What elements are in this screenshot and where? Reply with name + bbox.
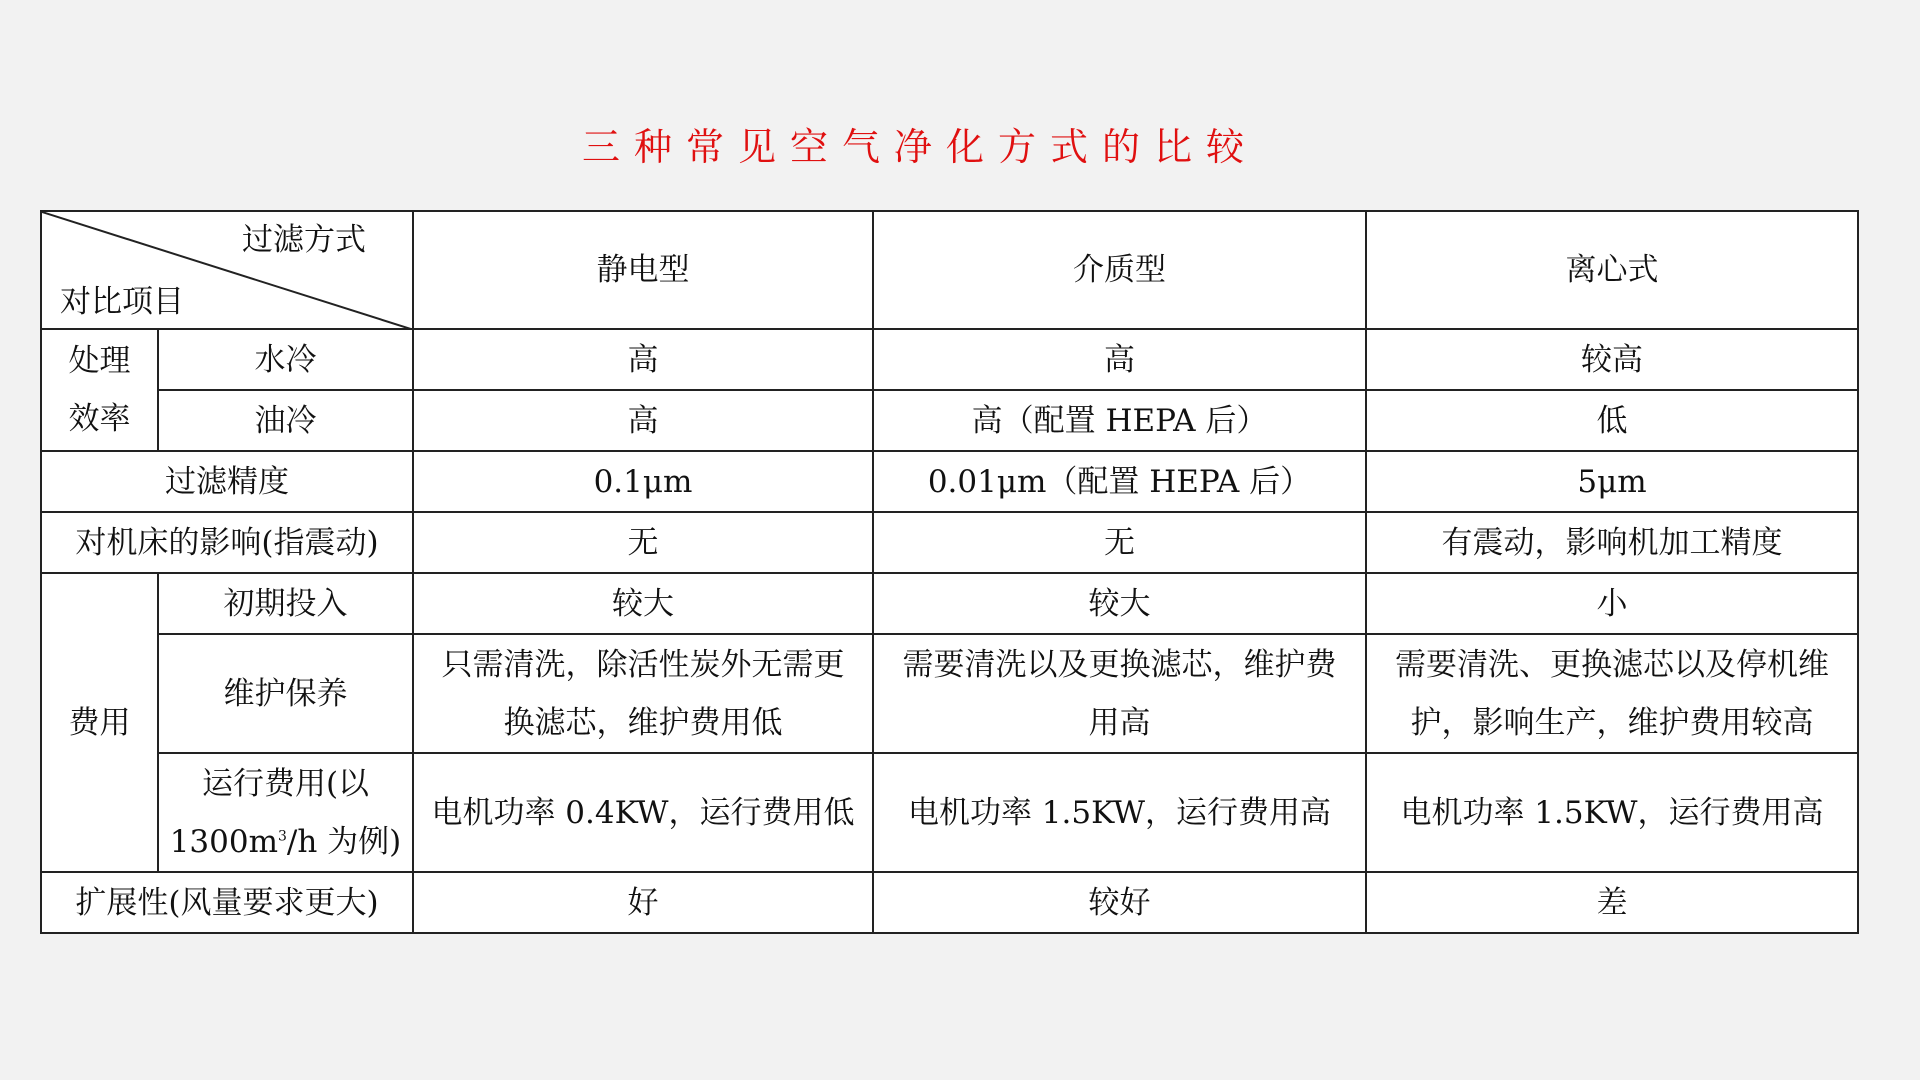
column-header-centrifugal: 离心式 (1366, 211, 1858, 329)
table-cell: 0.01μm（配置 HEPA 后） (873, 451, 1366, 512)
comparison-table (40, 210, 1859, 934)
table-row (41, 390, 1858, 451)
table-cell: 较大 (873, 573, 1366, 634)
column-header-electrostatic: 静电型 (413, 211, 873, 329)
table-cell: 高 (873, 329, 1366, 390)
table-row (41, 329, 1858, 390)
row-label-maintenance: 维护保养 (158, 634, 413, 753)
table-cell: 较大 (413, 573, 873, 634)
row-label-running: 运行费用(以 $1300m^3/h$ 为例) (158, 753, 413, 872)
table-cell: 0.1μm (413, 451, 873, 512)
header-bottom-label: 对比项目 (60, 284, 184, 320)
table-row (41, 573, 1858, 634)
table-cell: 高 (413, 390, 873, 451)
table-row (41, 872, 1858, 933)
table-cell: 无 (873, 512, 1366, 573)
table-cell: 无 (413, 512, 873, 573)
table-cell: 好 (413, 872, 873, 933)
group-label-efficiency: 处理 效率 (41, 329, 158, 451)
header-top-label: 过滤方式 (242, 222, 366, 258)
table-cell: 只需清洗，除活性炭外无需更 换滤芯，维护费用低 (413, 634, 873, 753)
row-label-oil: 油冷 (158, 390, 413, 451)
row-label-machine-impact: 对机床的影响(指震动) (41, 512, 413, 573)
table-cell: 需要清洗、更换滤芯以及停机维 护，影响生产，维护费用较高 (1366, 634, 1858, 753)
table-row (41, 451, 1858, 512)
table-row (41, 512, 1858, 573)
table-cell: 电机功率 1.5KW，运行费用高 (873, 753, 1366, 872)
table-row (41, 634, 1858, 753)
table-cell: 电机功率 1.5KW，运行费用高 (1366, 753, 1858, 872)
table-cell: 高 (413, 329, 873, 390)
group-label-cost: 费用 (41, 573, 158, 872)
table-cell: 小 (1366, 573, 1858, 634)
row-label-initial: 初期投入 (158, 573, 413, 634)
table-cell: 电机功率 0.4KW，运行费用低 (413, 753, 873, 872)
table-cell: 较好 (873, 872, 1366, 933)
table-cell: 5μm (1366, 451, 1858, 512)
table-cell: 低 (1366, 390, 1858, 451)
table-cell: 高（配置 HEPA 后） (873, 390, 1366, 451)
row-label-precision: 过滤精度 (41, 451, 413, 512)
table-cell: 需要清洗以及更换滤芯，维护费 用高 (873, 634, 1366, 753)
table-cell: 有震动，影响机加工精度 (1366, 512, 1858, 573)
row-label-scalability: 扩展性(风量要求更大) (41, 872, 413, 933)
header-row (41, 211, 1858, 329)
comparison-table-container (40, 210, 1857, 934)
table-cell: 差 (1366, 872, 1858, 933)
table-row (41, 753, 1858, 872)
row-label-water: 水冷 (158, 329, 413, 390)
table-cell: 较高 (1366, 329, 1858, 390)
page-title: 三种常见空气净化方式的比较 (581, 125, 1258, 169)
column-header-media: 介质型 (873, 211, 1366, 329)
header-diagonal-cell (41, 211, 413, 329)
